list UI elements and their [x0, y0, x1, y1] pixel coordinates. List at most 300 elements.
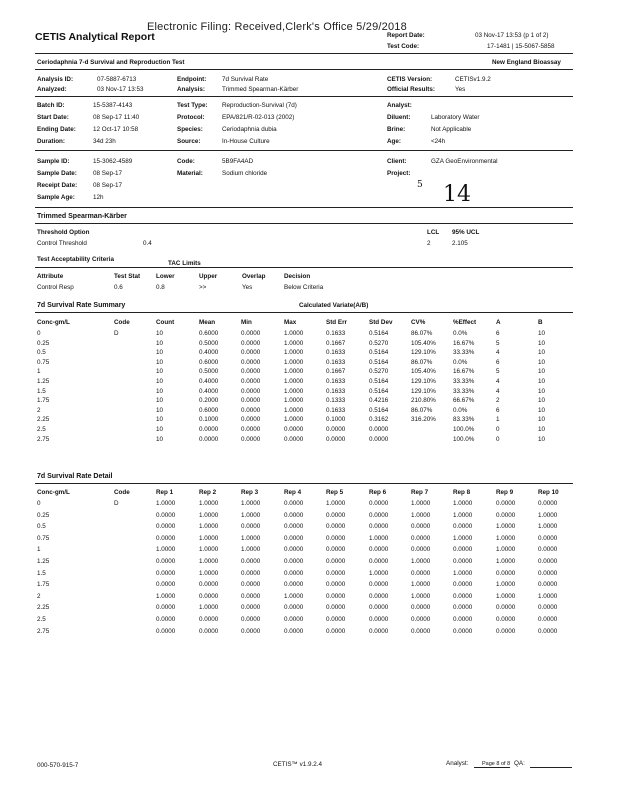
table-cell: 0.0000 — [369, 546, 389, 554]
table-cell: 2.5 — [37, 426, 46, 433]
divider — [35, 267, 573, 268]
table-cell: 0.5164 — [369, 358, 389, 366]
table-cell: 1.0000 — [496, 558, 516, 565]
table-cell: 1.25 — [37, 378, 50, 385]
table-cell: 2.75 — [37, 435, 50, 443]
ucl-value: 2.105 — [452, 240, 468, 247]
table-cell: 10 — [538, 330, 546, 337]
tsk-heading: Trimmed Spearman-Kärber — [37, 213, 127, 220]
lab-name: New England Bioassay — [492, 59, 561, 66]
table-cell: 1.0000 — [199, 558, 219, 565]
column-header: Std Dev — [369, 319, 393, 326]
table-cell: 0.5000 — [199, 339, 219, 347]
divider — [35, 223, 573, 224]
table-cell: 0.0000 — [284, 426, 304, 433]
test-type-value: Reproduction-Survival (7d) — [222, 102, 297, 109]
divider — [35, 207, 573, 208]
table-cell: 0.0000 — [284, 511, 304, 519]
detail-heading: 7d Survival Rate Detail — [37, 473, 113, 480]
table-cell: 0 — [37, 330, 41, 337]
table-cell: Control Resp — [37, 284, 74, 291]
column-header: Overlap — [242, 273, 266, 280]
cetis-version-label: CETIS Version: — [387, 76, 433, 83]
table-cell: 0.0000 — [241, 397, 261, 405]
column-header: Conc-gm/L — [37, 319, 70, 326]
table-cell: 0.0000 — [538, 604, 558, 612]
official-results-value: Yes — [455, 86, 466, 93]
table-cell: 6 — [496, 406, 500, 414]
table-cell: 0.0000 — [411, 569, 431, 577]
summary-heading: 7d Survival Rate Summary — [37, 302, 126, 309]
table-cell: 10 — [156, 426, 164, 433]
column-header: Mean — [199, 319, 216, 326]
table-cell: 0.0000 — [199, 616, 219, 623]
table-cell: 0.0000 — [156, 534, 176, 542]
table-cell: 129.10% — [411, 387, 436, 395]
table-cell: 0.1000 — [199, 416, 219, 424]
table-cell: 0.0000 — [326, 627, 346, 635]
table-cell: 1.5 — [37, 569, 46, 577]
analysis-value: Trimmed Spearman-Kärber — [222, 86, 299, 93]
table-cell: 1.0000 — [199, 523, 219, 531]
table-cell: 0.0000 — [326, 426, 346, 433]
table-cell: 0.5164 — [369, 330, 389, 337]
table-cell: 0.0000 — [496, 569, 516, 577]
receipt-date-value: 08 Sep-17 — [93, 182, 123, 189]
table-cell: 0.0000 — [538, 546, 558, 554]
table-cell: 4 — [496, 349, 500, 357]
table-cell: 10 — [538, 387, 546, 395]
analysis-label: Analysis: — [177, 86, 205, 93]
table-cell: 1.0000 — [496, 592, 516, 600]
table-cell: 0.5164 — [369, 406, 389, 414]
table-cell: 0.0000 — [284, 546, 304, 554]
table-cell: 1.0000 — [496, 546, 516, 554]
table-cell: 1.0000 — [284, 592, 304, 600]
divider — [35, 312, 573, 313]
column-header: Rep 4 — [284, 489, 302, 496]
table-cell: 129.10% — [411, 349, 436, 357]
table-cell: 1.0000 — [453, 500, 473, 507]
table-cell: 0.6000 — [199, 330, 219, 337]
material-value: Sodium chloride — [222, 170, 268, 177]
sample-age-label: Sample Age: — [37, 194, 75, 201]
table-cell: 1.0000 — [284, 358, 304, 366]
table-cell: 316.20% — [411, 416, 436, 424]
column-header: Max — [284, 319, 297, 326]
client-value: GZA GeoEnvironmental — [431, 158, 498, 165]
table-cell: 0.0000 — [284, 616, 304, 623]
footer-version: CETIS™ v1.9.2.4 — [273, 761, 322, 768]
table-cell: 0.0000 — [156, 581, 176, 589]
table-cell: 10 — [538, 416, 546, 424]
sample-age-value: 12h — [93, 194, 104, 201]
table-cell: 0.0000 — [156, 627, 176, 635]
table-cell: 66.67% — [453, 397, 475, 405]
table-cell: 1.0000 — [199, 569, 219, 577]
age-value: <24h — [431, 138, 446, 145]
table-cell: 0.0000 — [241, 339, 261, 347]
table-cell: 1.0000 — [538, 523, 558, 531]
table-cell: 10 — [538, 426, 546, 433]
table-cell: 0.0000 — [284, 627, 304, 635]
table-cell: 0.0000 — [241, 387, 261, 395]
table-cell: 1.0000 — [284, 387, 304, 395]
table-cell: 1.0000 — [411, 500, 431, 507]
table-cell: 0.0% — [453, 358, 468, 366]
diluent-label: Diluent: — [387, 114, 411, 121]
table-cell: 33.33% — [453, 378, 475, 385]
table-cell: Below Criteria — [284, 284, 324, 291]
table-cell: 10 — [156, 378, 164, 385]
table-cell: 0.0000 — [326, 581, 346, 589]
ending-date-label: Ending Date: — [37, 126, 76, 133]
table-cell: 0.0000 — [326, 534, 346, 542]
table-cell: 0.5 — [37, 349, 46, 357]
table-cell: 0.0000 — [326, 546, 346, 554]
table-cell: 0.0000 — [369, 604, 389, 612]
table-cell: 0.0000 — [156, 604, 176, 612]
table-cell: 1.0000 — [284, 378, 304, 385]
table-cell: 0.0000 — [453, 627, 473, 635]
handwritten-mark-small: 5 — [417, 180, 423, 190]
table-cell: 1.5 — [37, 387, 46, 395]
table-cell: 0.4000 — [199, 387, 219, 395]
table-cell: D — [114, 330, 119, 337]
table-cell: 0.0000 — [538, 569, 558, 577]
table-cell: 0.0000 — [326, 523, 346, 531]
duration-label: Duration: — [37, 138, 65, 145]
table-cell: 16.67% — [453, 339, 475, 347]
table-cell: 1.0000 — [369, 569, 389, 577]
test-subtitle: Ceriodaphnia 7-d Survival and Reproduction Test — [37, 59, 185, 66]
table-cell: 0.2000 — [199, 397, 219, 405]
column-header: Rep 6 — [369, 489, 387, 496]
brine-value: Not Applicable — [431, 126, 472, 133]
table-cell: 0.75 — [37, 534, 50, 542]
table-cell: 1.0000 — [284, 339, 304, 347]
table-cell: 1.0000 — [453, 511, 473, 519]
table-cell: 10 — [156, 349, 164, 357]
analyst-label: Analyst: — [387, 102, 412, 109]
table-cell: 0.5270 — [369, 339, 389, 347]
source-value: In-House Culture — [222, 138, 270, 145]
table-cell: 1.0000 — [284, 330, 304, 337]
table-cell: 0.0000 — [156, 569, 176, 577]
table-cell: 0.0000 — [199, 581, 219, 589]
table-cell: 0.0000 — [241, 378, 261, 385]
table-cell: 1.0000 — [284, 416, 304, 424]
table-cell: 1.0000 — [241, 511, 261, 519]
column-header: Test Stat — [114, 273, 141, 280]
tac-limits-header: TAC Limits — [168, 260, 201, 267]
table-cell: 0.1667 — [326, 368, 346, 376]
table-cell: 1.0000 — [369, 534, 389, 542]
table-cell: 0.1633 — [326, 406, 346, 414]
table-cell: 1.0000 — [496, 581, 516, 589]
table-cell: 0.5164 — [369, 387, 389, 395]
column-header: Upper — [199, 273, 218, 280]
table-cell: 0.0000 — [284, 604, 304, 612]
column-header: Rep 9 — [496, 489, 514, 496]
table-cell: 0.0000 — [369, 592, 389, 600]
code-value: 5B9FA4AD — [222, 158, 254, 165]
table-cell: 5 — [496, 368, 500, 376]
sample-date-value: 08 Sep-17 — [93, 170, 123, 177]
species-label: Species: — [177, 126, 203, 133]
sample-id-label: Sample ID: — [37, 158, 70, 165]
table-cell: 5 — [496, 339, 500, 347]
table-cell: 0.0000 — [496, 616, 516, 623]
table-cell: 1.0000 — [411, 592, 431, 600]
table-cell: 10 — [156, 358, 164, 366]
table-cell: 0 — [37, 500, 41, 507]
table-cell: 0.0000 — [241, 358, 261, 366]
table-cell: 0.0000 — [284, 569, 304, 577]
table-cell: 1.0000 — [199, 511, 219, 519]
table-cell: 0.0000 — [241, 406, 261, 414]
table-cell: 0.6 — [114, 284, 123, 291]
table-cell: 0.0% — [453, 406, 468, 414]
column-header: Rep 7 — [411, 489, 429, 496]
analysis-id-value: 07-5887-6713 — [97, 76, 137, 83]
table-cell: 1.0000 — [284, 397, 304, 405]
table-cell: 0.0000 — [411, 546, 431, 554]
table-cell: 0.0000 — [538, 534, 558, 542]
source-label: Source: — [177, 138, 201, 145]
table-cell: 0.25 — [37, 511, 50, 519]
table-cell: 1.0000 — [538, 511, 558, 519]
column-header: Lower — [156, 273, 175, 280]
divider — [35, 53, 573, 54]
table-cell: 0.0000 — [284, 558, 304, 565]
footer-analyst-label: Analyst: — [446, 760, 469, 767]
column-header: Count — [156, 319, 175, 326]
column-header: Rep 2 — [199, 489, 217, 496]
table-cell: 0.0000 — [199, 426, 219, 433]
table-cell: 0.0000 — [326, 604, 346, 612]
table-cell: 0.0000 — [156, 616, 176, 623]
column-header: Conc-gm/L — [37, 489, 70, 496]
table-cell: 0.75 — [37, 358, 50, 366]
table-cell: 0.0000 — [453, 523, 473, 531]
table-cell: 86.07% — [411, 358, 433, 366]
table-cell: 0.0000 — [538, 616, 558, 623]
table-cell: 0.0% — [453, 330, 468, 337]
column-header: Rep 3 — [241, 489, 259, 496]
footer-id: 000-570-915-7 — [37, 762, 79, 769]
table-cell: 1 — [37, 368, 41, 376]
table-cell: 0.0000 — [538, 558, 558, 565]
table-cell: 2 — [496, 397, 500, 405]
species-value: Ceriodaphnia dubia — [222, 126, 277, 133]
table-cell: 2 — [37, 592, 41, 600]
threshold-option-label: Threshold Option — [37, 229, 90, 236]
table-cell: 16.67% — [453, 368, 475, 376]
table-cell: 0.0000 — [369, 500, 389, 507]
analyzed-label: Analyzed: — [37, 86, 67, 93]
table-cell: 0.0000 — [241, 592, 261, 600]
code-label: Code: — [177, 158, 195, 165]
table-cell: 0.0000 — [241, 435, 261, 443]
table-cell: 0.0000 — [369, 627, 389, 635]
table-cell: 0.0000 — [241, 581, 261, 589]
table-cell: 1.75 — [37, 397, 50, 405]
footer-page-fragment: Page 8 of 8 — [482, 761, 511, 767]
column-header: Decision — [284, 273, 311, 280]
table-cell: 0.1633 — [326, 358, 346, 366]
table-cell: 33.33% — [453, 349, 475, 357]
lcl-value: 2 — [427, 240, 431, 247]
table-cell: 86.07% — [411, 330, 433, 337]
ending-date-value: 12 Oct-17 10:58 — [93, 126, 139, 133]
ucl-header: 95% UCL — [452, 229, 480, 236]
table-cell: 1.0000 — [326, 500, 346, 507]
table-cell: 0.0000 — [156, 523, 176, 531]
lcl-header: LCL — [427, 229, 440, 236]
table-cell: 0.1633 — [326, 387, 346, 395]
table-cell: 0.0000 — [538, 500, 558, 507]
table-cell: 1.0000 — [199, 546, 219, 554]
table-cell: 0.0000 — [241, 368, 261, 376]
report-date-label: Report Date: — [387, 32, 425, 39]
table-cell: 0.0000 — [156, 511, 176, 519]
table-cell: 0.1667 — [326, 339, 346, 347]
column-header: Code — [114, 489, 130, 496]
client-label: Client: — [387, 158, 407, 165]
endpoint-value: 7d Survival Rate — [222, 76, 269, 83]
sample-date-label: Sample Date: — [37, 170, 77, 177]
table-cell: 6 — [496, 358, 500, 366]
table-cell: 0.0000 — [241, 349, 261, 357]
table-cell: 10 — [538, 358, 546, 366]
table-cell: 1.0000 — [241, 534, 261, 542]
column-header: Rep 8 — [453, 489, 471, 496]
report-title: CETIS Analytical Report — [35, 31, 155, 43]
table-cell: 0.0000 — [369, 435, 389, 443]
column-header: Rep 1 — [156, 489, 174, 496]
table-cell: 1 — [37, 546, 41, 554]
table-cell: 10 — [538, 339, 546, 347]
table-cell: 0.0000 — [241, 616, 261, 623]
table-cell: 105.40% — [411, 339, 436, 347]
table-cell: 10 — [156, 368, 164, 376]
table-cell: 0.0000 — [369, 616, 389, 623]
protocol-label: Protocol: — [177, 114, 205, 121]
receipt-date-label: Receipt Date: — [37, 182, 78, 189]
column-header: Attribute — [37, 273, 64, 280]
table-cell: 1.0000 — [284, 406, 304, 414]
table-cell: 0.0000 — [326, 511, 346, 519]
table-cell: 2.25 — [37, 416, 50, 424]
column-header: Std Err — [326, 319, 347, 326]
table-cell: 1.0000 — [199, 500, 219, 507]
table-cell: 0.0000 — [284, 523, 304, 531]
table-cell: 0.0000 — [326, 558, 346, 565]
table-cell: 1.0000 — [284, 349, 304, 357]
variate-header: Calculated Variate(A/B) — [299, 302, 369, 309]
table-cell: 0.0000 — [369, 523, 389, 531]
official-results-label: Official Results: — [387, 86, 435, 93]
table-cell: 2.25 — [37, 604, 50, 612]
table-cell: 10 — [538, 368, 546, 376]
table-cell: 0.0000 — [496, 500, 516, 507]
material-label: Material: — [177, 170, 203, 177]
divider — [35, 150, 573, 151]
table-cell: 10 — [156, 416, 164, 424]
table-cell: 1.0000 — [411, 581, 431, 589]
table-cell: 0.0000 — [369, 581, 389, 589]
control-threshold-label: Control Threshold — [37, 240, 87, 247]
table-cell: 1.25 — [37, 558, 50, 565]
table-cell: 10 — [156, 406, 164, 414]
table-cell: 86.07% — [411, 406, 433, 414]
table-cell: 0.0000 — [241, 330, 261, 337]
table-cell: 1.0000 — [156, 546, 176, 554]
table-cell: 10 — [156, 435, 164, 443]
table-cell: 0.0000 — [538, 627, 558, 635]
batch-id-value: 15-5387-4143 — [93, 102, 133, 109]
table-cell: 0.0000 — [199, 435, 219, 443]
table-cell: 0.0000 — [284, 500, 304, 507]
table-cell: 83.33% — [453, 416, 475, 424]
table-cell: 1.0000 — [241, 500, 261, 507]
column-header: Rep 5 — [326, 489, 344, 496]
table-cell: 0.0000 — [241, 523, 261, 531]
age-label: Age: — [387, 138, 401, 145]
table-cell: 1.0000 — [453, 534, 473, 542]
table-cell: 0.0000 — [326, 616, 346, 623]
table-cell: 0.0000 — [453, 558, 473, 565]
analyst-signature-line — [474, 767, 510, 768]
diluent-value: Laboratory Water — [431, 114, 480, 121]
table-cell: 0.1633 — [326, 349, 346, 357]
table-cell: 210.80% — [411, 397, 436, 405]
table-cell: 10 — [156, 387, 164, 395]
table-cell: 0.4000 — [199, 378, 219, 385]
test-type-label: Test Type: — [177, 102, 208, 109]
table-cell: 0.0000 — [326, 569, 346, 577]
table-cell: 0.0000 — [156, 558, 176, 565]
table-cell: 0.0000 — [496, 604, 516, 612]
table-cell: 0.0000 — [411, 523, 431, 531]
table-cell: 1 — [496, 416, 500, 424]
test-code-value: 17-1481 | 15-5067-5858 — [487, 43, 555, 50]
table-cell: 0.0000 — [284, 581, 304, 589]
table-cell: 0.0000 — [369, 426, 389, 433]
table-cell: 6 — [496, 330, 500, 337]
handwritten-page-number: 14 — [443, 182, 471, 207]
tac-heading: Test Acceptability Criteria — [37, 256, 114, 263]
table-cell: 0.0000 — [241, 627, 261, 635]
table-cell: 0.0000 — [496, 511, 516, 519]
table-cell: 10 — [538, 406, 546, 414]
table-cell: 4 — [496, 387, 500, 395]
test-code-label: Test Code: — [387, 43, 420, 50]
table-cell: 0.1633 — [326, 378, 346, 385]
table-cell: 2.5 — [37, 616, 46, 623]
protocol-value: EPA/821/R-02-013 (2002) — [222, 114, 295, 121]
table-cell: 0.0000 — [241, 558, 261, 565]
table-cell: 0.0000 — [199, 627, 219, 635]
table-cell: 1.0000 — [496, 523, 516, 531]
qa-signature-line — [530, 767, 572, 768]
table-cell: 0.6000 — [199, 358, 219, 366]
table-cell: 33.33% — [453, 387, 475, 395]
table-cell: 0.5164 — [369, 378, 389, 385]
analysis-id-label: Analysis ID: — [37, 76, 74, 83]
table-cell: 1.0000 — [538, 592, 558, 600]
